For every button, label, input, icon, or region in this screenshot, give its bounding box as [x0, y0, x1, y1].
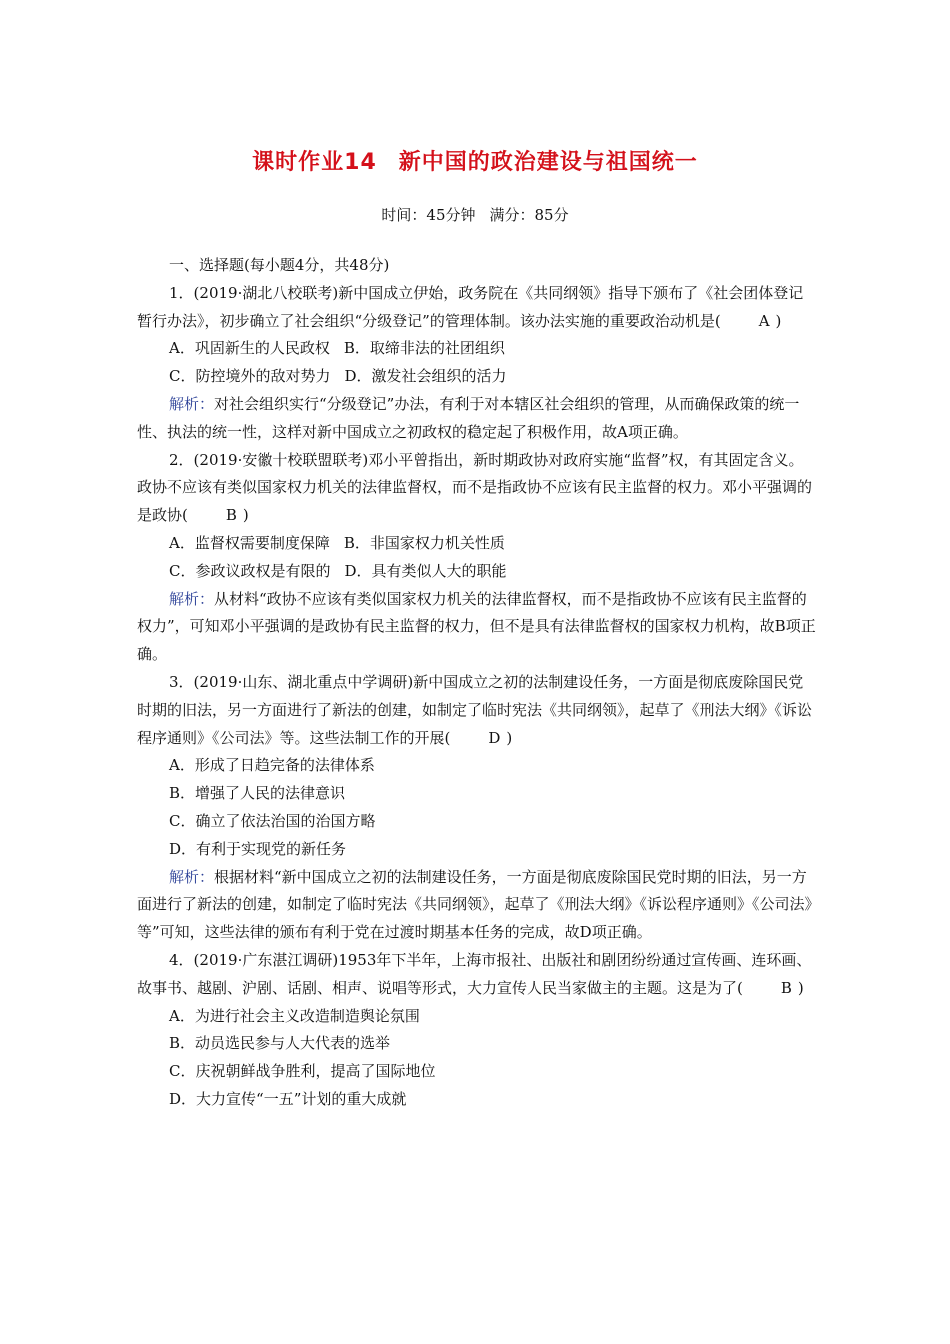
full-score: 满分：85分	[489, 206, 569, 224]
page-title	[0, 145, 950, 176]
analysis-label: 解析：	[169, 394, 215, 413]
option-a: A．为进行社会主义改造制造舆论氛围	[169, 1006, 420, 1025]
option-c: C．防控境外的敌对势力	[169, 367, 331, 386]
question-2-stem: 2．(2019·安徽十校联盟联考)邓小平曾指出，新时期政协对政府实施“监督”权，有其固定含义。政协不应该有类似国家权力机关的法律监督权，而不是指政协不应该有民主监督的权力。邓小平强调的是政协( B )	[137, 447, 817, 530]
option-d: D．具有类似人大的职能	[344, 561, 507, 580]
option-b: B．取缔非法的社团组织	[343, 339, 505, 358]
analysis-label: 解析：	[169, 589, 215, 608]
option-d: D．激发社会组织的活力	[344, 367, 507, 386]
option-a: A．形成了日趋完备的法律体系	[169, 756, 375, 775]
question-1-answer: A	[758, 311, 770, 330]
title-sub: 新中国的政治建设与祖国统一	[398, 150, 698, 175]
question-1-stem: 1．(2019·湖北八校联考)新中国成立伊始，政务院在《共同纲领》指导下颁布了《社会团体登记暂行办法》，初步确立了社会组织“分级登记”的管理体制。该办法实施的重要政治动机是( A )	[137, 280, 817, 336]
question-3-analysis: 解析：根据材料“新中国成立之初的法制建设任务，一方面是彻底废除国民党时期的旧法，另一方面进行了新法的创建，如制定了临时宪法《共同纲领》，起草了《刑法大纲》《诉讼程序通则》《公司法》等”可知，这些法律的颁布有利于党在过渡时期基本任务的完成，故D项正确。	[137, 867, 813, 942]
option-d: D．有利于实现党的新任务	[169, 839, 347, 858]
exam-meta	[0, 204, 950, 225]
question-1-analysis: 解析：对社会组织实行“分级登记”办法，有利于对本辖区社会组织的管理，从而确保政策的统一性、执法的统一性，这样对新中国成立之初政权的稳定起了积极作用，故A项正确。	[137, 394, 800, 441]
question-1-options-row-2	[137, 363, 817, 391]
question-2-options-row-1	[137, 530, 817, 558]
question-2-answer: B	[225, 506, 237, 525]
question-2-analysis: 解析：从材料“政协不应该有类似国家权力机关的法律监督权，而不是指政协不应该有民主监督的权力”，可知邓小平强调的是政协有民主监督的权力，但不是具有法律监督权的国家权力机构，故B项正确。	[137, 589, 816, 664]
option-c: C．确立了依法治国的治国方略	[169, 811, 376, 830]
title-main: 课时作业14	[252, 150, 377, 175]
option-c: C．庆祝朝鲜战争胜利，提高了国际地位	[169, 1062, 436, 1081]
option-b: B．动员选民参与人大代表的选举	[169, 1034, 391, 1053]
document-body	[137, 252, 817, 1114]
option-c: C．参政议政权是有限的	[169, 561, 331, 580]
question-3-answer: D	[488, 728, 501, 747]
question-3-stem: 3．(2019·山东、湖北重点中学调研)新中国成立之初的法制建设任务，一方面是彻底废除国民党时期的旧法，另一方面进行了新法的创建，如制定了临时宪法《共同纲领》，起草了《刑法大纲》《诉讼程序通则》《公司法》等。这些法制工作的开展( D )	[137, 669, 817, 752]
option-b: B．增强了人民的法律意识	[169, 784, 346, 803]
time-limit: 时间：45分钟	[381, 206, 476, 224]
option-a: A．监督权需要制度保障	[169, 533, 330, 552]
section-heading: 一、选择题(每小题4分，共48分)	[169, 256, 390, 274]
option-a: A．巩固新生的人民政权	[169, 339, 330, 358]
analysis-label: 解析：	[169, 867, 215, 886]
question-1-options-row-1	[137, 335, 817, 363]
option-d: D．大力宣传“一五”计划的重大成就	[169, 1089, 407, 1108]
option-b: B．非国家权力机关性质	[343, 533, 505, 552]
question-4-answer: B	[780, 978, 792, 997]
question-2-options-row-2	[137, 558, 817, 586]
question-4-stem: 4．(2019·广东湛江调研)1953年下半年，上海市报社、出版社和剧团纷纷通过宣传画、连环画、故事书、越剧、沪剧、话剧、相声、说唱等形式，大力宣传人民当家做主的主题。这是为了( B )	[137, 947, 817, 1003]
